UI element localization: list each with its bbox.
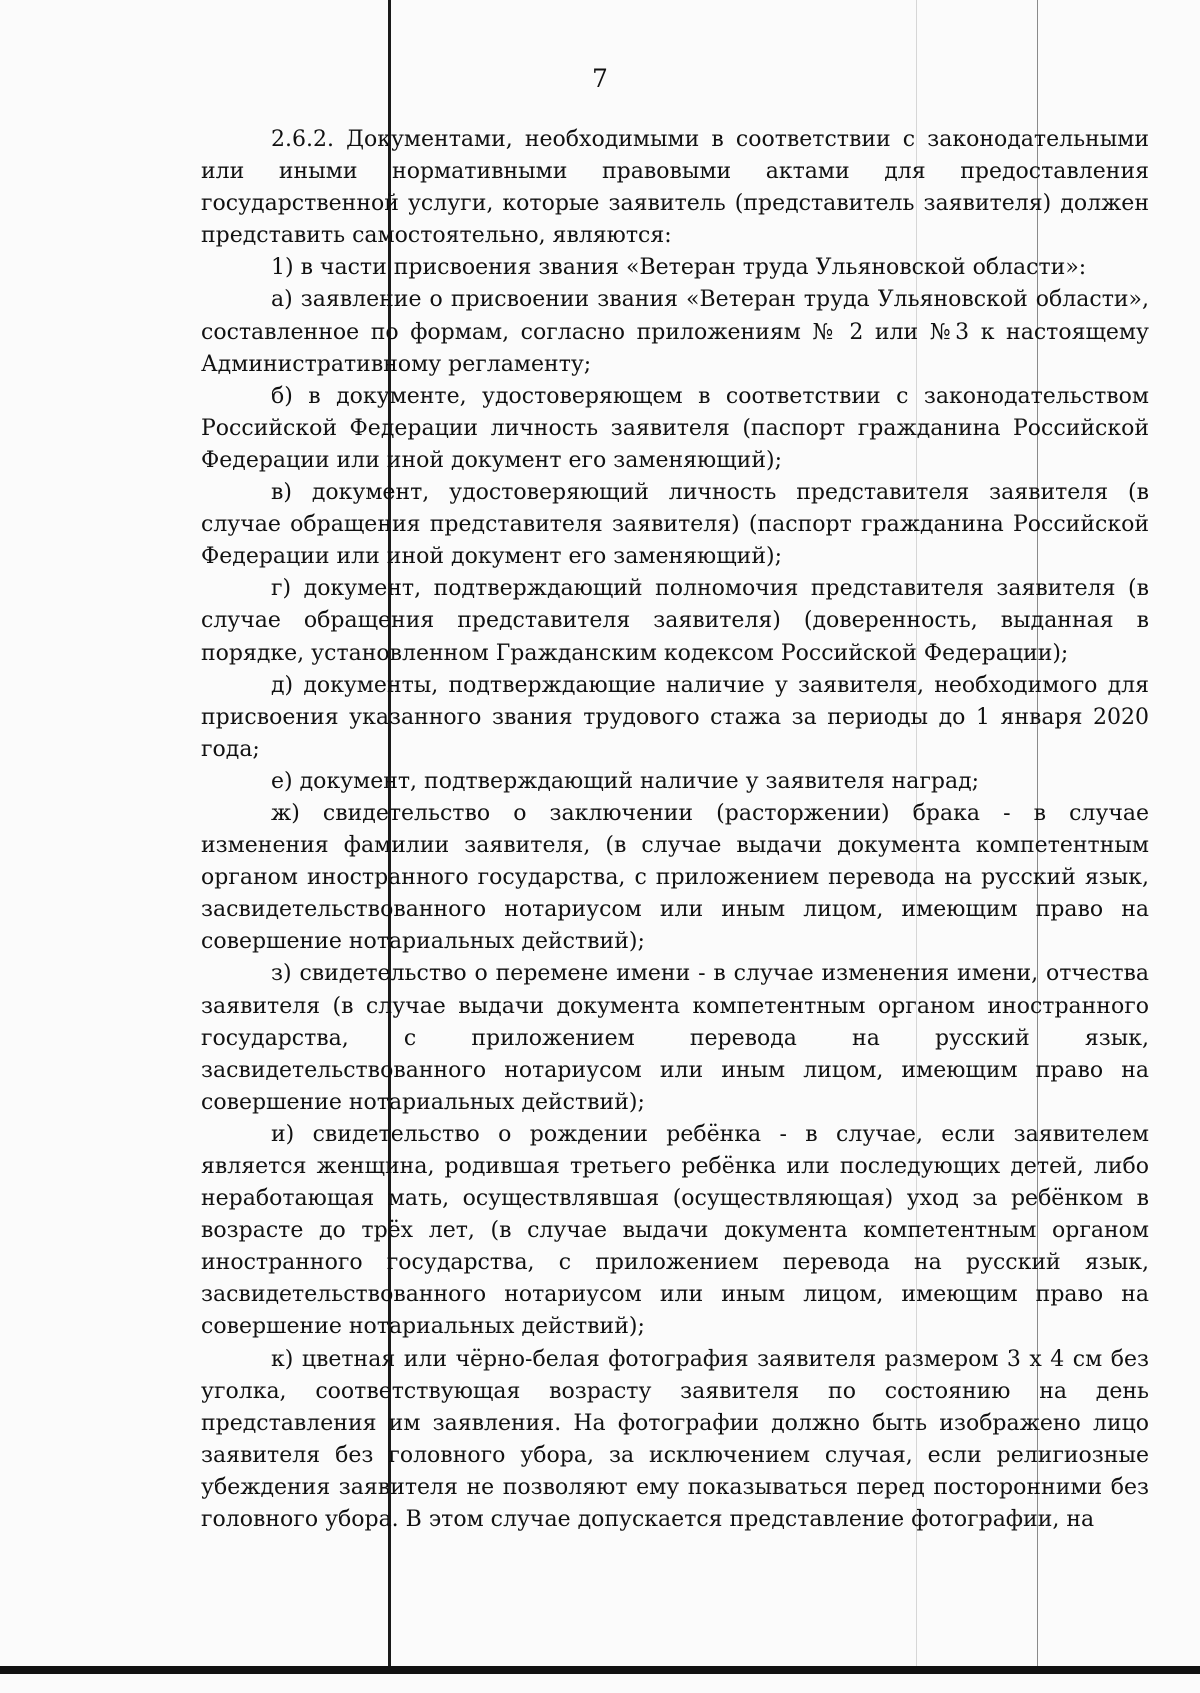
scan-bottom-edge — [0, 1666, 1200, 1674]
document-body — [201, 124, 1149, 1536]
paragraph: к) цветная или чёрно-белая фотография заявителя размером 3 х 4 см без уголка, соответствующая возрасту заявителя по состоянию на день представления им заявления. На фотографии должно быть изображено лицо заявителя без головного убора, за исключением случая, если религиозные убеждения заявителя не позволяют ему показываться перед посторонними без головного убора. В этом случае допускается представление фотографии, на — [201, 1346, 1149, 1533]
paragraph: д) документы, подтверждающие наличие у заявителя, необходимого для присвоения указанного звания трудового стажа за периоды до 1 января 2020 года; — [201, 672, 1149, 762]
paragraph: 1) в части присвоения звания «Ветеран труда Ульяновской области»: — [271, 255, 1087, 281]
paragraph: г) документ, подтверждающий полномочия представителя заявителя (в случае обращения представителя заявителя) (доверенность, выданная в порядке, установленном Гражданским кодексом Российской Федерации); — [201, 576, 1149, 666]
page-number: 7 — [592, 64, 608, 93]
paragraph: ж) свидетельство о заключении (расторжении) брака - в случае изменения фамилии заявителя, (в случае выдачи документа компетентным органом иностранного государства, с приложением перевода на русский язык, засвидетельствованного нотариусом или иным лицом, имеющим право на совершение нотариальных действий); — [201, 800, 1149, 955]
paragraph: и) свидетельство о рождении ребёнка - в случае, если заявителем является женщина, родившая третьего ребёнка или последующих детей, либо неработающая мать, осуществлявшая (осуществляющая) уход за ребёнком в возрасте до трёх лет, (в случае выдачи документа компетентным органом иностранного государства, с приложением перевода на русский язык, засвидетельствованного нотариусом или иным лицом, имеющим право на совершение нотариальных действий); — [201, 1121, 1149, 1340]
paragraph: 2.6.2. Документами, необходимыми в соответствии с законодательными или иными нормативными правовыми актами для предоставления государственной услуги, которые заявитель (представитель заявителя) должен представить самостоятельно, являются: — [201, 127, 1149, 249]
paragraph: в) документ, удостоверяющий личность представителя заявителя (в случае обращения представителя заявителя) (паспорт гражданина Российской Федерации или иной документ его заменяющий); — [201, 480, 1149, 570]
paragraph: з) свидетельство о перемене имени - в случае изменения имени, отчества заявителя (в случае выдачи документа компетентным органом иностранного государства, с приложением перевода на русский язык, засвидетельствованного нотариусом или иным лицом, имеющим право на совершение нотариальных действий); — [201, 961, 1149, 1115]
paragraph: е) документ, подтверждающий наличие у заявителя наград; — [271, 768, 980, 794]
paragraph: б) в документе, удостоверяющем в соответствии с законодательством Российской Федерации личность заявителя (паспорт гражданина Российской Федерации или иной документ его заменяющий); — [201, 383, 1149, 473]
paragraph: а) заявление о присвоении звания «Ветеран труда Ульяновской области», составленное по формам, согласно приложениям № 2 или №3 к настоящему Административному регламенту; — [201, 287, 1149, 377]
